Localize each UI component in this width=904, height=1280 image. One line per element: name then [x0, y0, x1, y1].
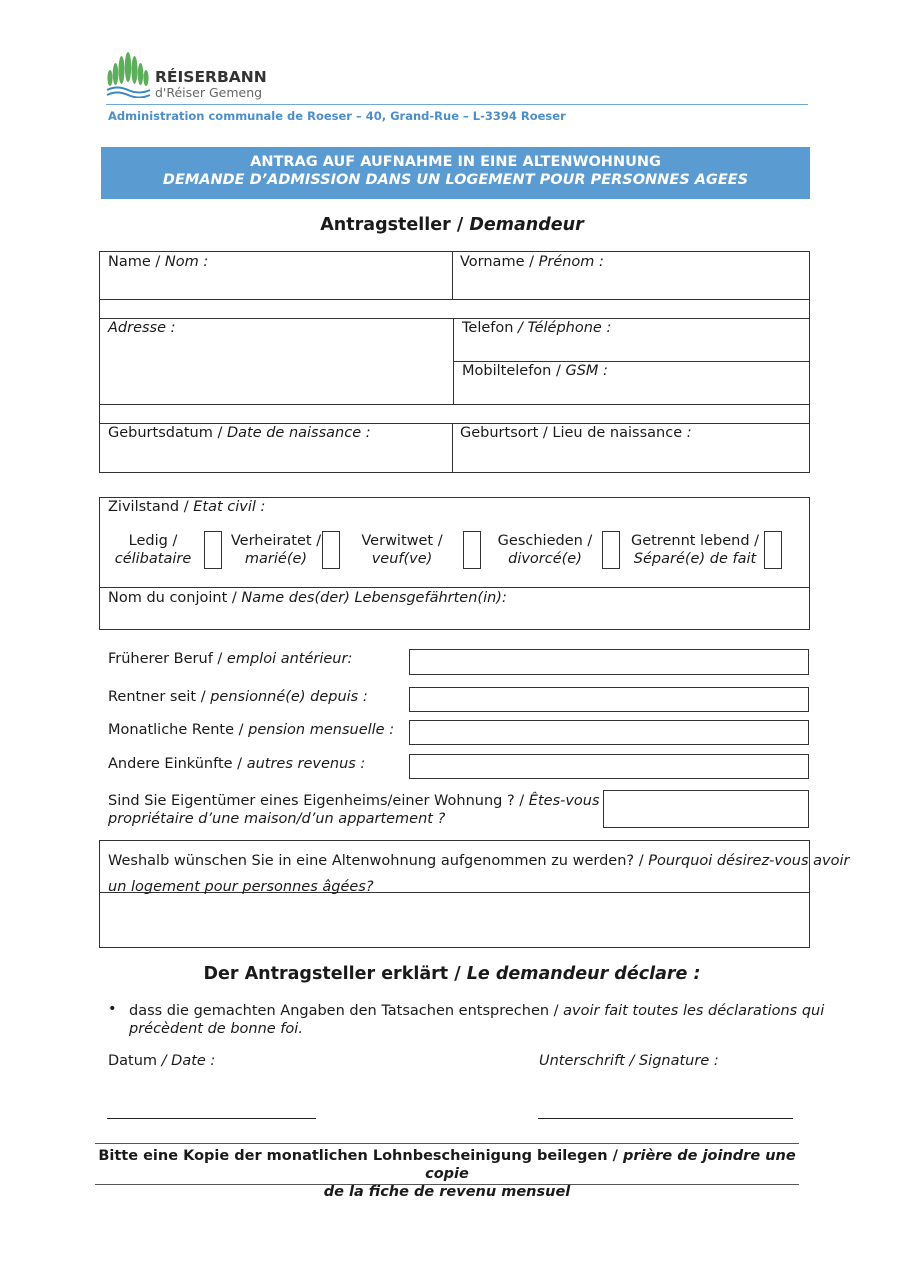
civil-option-married: Verheiratet / marié(e) [230, 533, 322, 567]
row-divider [99, 404, 810, 405]
title-de: ANTRAG AUF AUFNAHME IN EINE ALTENWOHNUNG [250, 154, 661, 170]
col-divider [453, 318, 454, 404]
civil-option-separated: Getrennt lebend / Séparé(e) de fait [630, 533, 760, 567]
logo [106, 52, 151, 98]
footer-rule-top [95, 1143, 799, 1144]
signature-line[interactable] [538, 1118, 793, 1119]
birthplace-field[interactable]: Geburtsort / Lieu de naissance : [460, 425, 692, 441]
monthly-pension-label: Monatliche Rente / pension mensuelle : [108, 722, 395, 738]
owner-question: Sind Sie Eigentümer eines Eigenheims/einer Wohnung ? / Êtes-vous propriétaire d’une maison/d’un appartement ? [108, 793, 600, 827]
brand-name: RÉISERBANN [155, 68, 267, 86]
declaration-bullet: dass die gemachten Angaben den Tatsachen entsprechen / avoir fait toutes les déclarations qui précèdent de bonne foi. [129, 1003, 825, 1037]
address-field[interactable]: Adresse : [108, 320, 176, 336]
owner-input[interactable] [603, 790, 809, 828]
civil-status-label: Zivilstand / Etat civil : [108, 499, 266, 515]
row-divider [99, 318, 810, 319]
checkbox-married[interactable] [322, 531, 340, 569]
row-divider [99, 423, 810, 424]
checkbox-divorced[interactable] [602, 531, 620, 569]
previous-job-input[interactable] [409, 649, 809, 675]
row-divider [453, 361, 810, 362]
checkbox-single[interactable] [204, 531, 222, 569]
title-banner [101, 147, 810, 199]
retired-since-input[interactable] [409, 687, 809, 712]
municipality-address: Administration communale de Roeser – 40, Grand-Rue – L-3394 Roeser [108, 109, 566, 123]
other-income-input[interactable] [409, 754, 809, 779]
title-fr: DEMANDE D’ADMISSION DANS UN LOGEMENT POUR PERSONNES AGEES [162, 172, 749, 188]
reason-question: Weshalb wünschen Sie in eine Altenwohnung aufgenommen zu werden? / Pourquoi désirez-vous avoir un logement pour personnes âgées? [108, 853, 850, 895]
birthdate-field[interactable]: Geburtsdatum / Date de naissance : [108, 425, 371, 441]
civil-option-divorced: Geschieden / divorcé(e) [497, 533, 593, 567]
signature-label: Unterschrift / Signature : [539, 1053, 719, 1069]
monthly-pension-input[interactable] [409, 720, 809, 745]
footer-rule-bottom [95, 1184, 799, 1185]
col-divider [452, 251, 453, 299]
brand-subtitle: d'Réiser Gemeng [155, 85, 263, 100]
tree-logo-icon [106, 52, 151, 98]
checkbox-separated[interactable] [764, 531, 782, 569]
row-divider [99, 299, 810, 300]
civil-option-widowed: Verwitwet / veuf(ve) [361, 533, 443, 567]
col-divider [452, 423, 453, 473]
firstname-field[interactable]: Vorname / Prénom : [460, 254, 604, 270]
row-divider [99, 587, 810, 588]
date-line[interactable] [107, 1118, 316, 1119]
retired-since-label: Rentner seit / pensionné(e) depuis : [108, 689, 368, 705]
footer-note: Bitte eine Kopie der monatlichen Lohnbescheinigung beilegen / prière de joindre une copie de la fiche de revenu mensuel [98, 1148, 796, 1200]
other-income-label: Andere Einkünfte / autres revenus : [108, 756, 366, 772]
declaration-heading: Der Antragsteller erklärt / Le demandeur déclare : [203, 964, 701, 984]
name-field[interactable]: Name / Nom : [108, 254, 209, 270]
bullet-icon: • [108, 1001, 117, 1017]
civil-option-single: Ledig / célibataire [114, 533, 192, 567]
header-rule [106, 104, 808, 105]
mobile-field[interactable]: Mobiltelefon / GSM : [462, 363, 608, 379]
checkbox-widowed[interactable] [463, 531, 481, 569]
phone-field[interactable]: Telefon / Téléphone : [462, 320, 612, 336]
date-label: Datum / Date : [108, 1053, 216, 1069]
reason-input[interactable] [100, 893, 809, 947]
previous-job-label: Früherer Beruf / emploi antérieur: [108, 651, 353, 667]
spouse-field[interactable]: Nom du conjoint / Name des(der) Lebensgefährten(in): [108, 590, 507, 606]
applicant-heading: Antragsteller / Demandeur [320, 215, 584, 235]
